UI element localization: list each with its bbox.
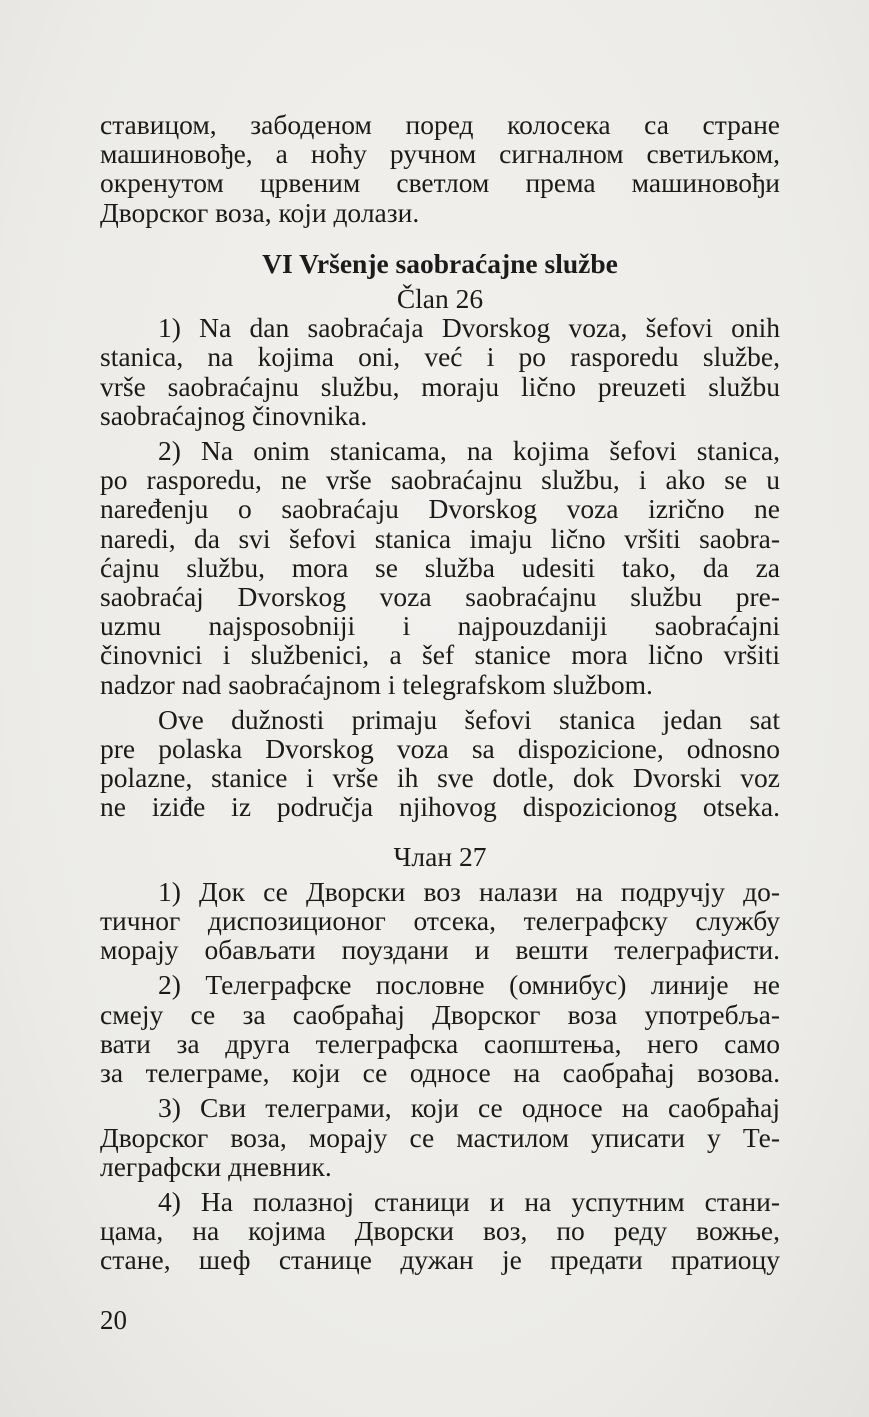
text-line: машиновође, а ноћу ручном сигналном светиљком, (100, 138, 780, 170)
section-heading: VI Vršenje saobraćajne službe (262, 247, 618, 279)
text-line: морају обављати поуздани и вешти телеграфисти. (100, 934, 780, 966)
text-line: saobraćaj Dvorskog voza saobraćajnu službu pre- (100, 581, 780, 613)
article-title-27: Члан 27 (393, 840, 487, 872)
text-line: Ove dužnosti primaju šefovi stanica jedan sat (158, 703, 780, 735)
text-line: тичног диспозиционог отсека, телеграфску службу (100, 905, 780, 937)
paragraph-27-1 (100, 877, 780, 965)
text-line: naređenju o saobraćaju Dvorskog voza izrično ne (100, 493, 780, 525)
text-line: цама, на којима Дворски воз, по реду вожње, (100, 1215, 780, 1247)
text-line: činovnici i službenici, a šef stanice mora lično vršiti (100, 639, 780, 671)
paragraph-27-2 (100, 970, 780, 1087)
text-line: леграфски дневник. (100, 1150, 332, 1182)
text-line: 4) На полазној станици и на успутним стани- (158, 1185, 780, 1217)
text-line: 2) Телеграфске пословне (омнибус) линије не (158, 969, 780, 1001)
text-line: стане, шеф станице дужан је предати пратиоцу (100, 1244, 780, 1276)
paragraph-continuation (100, 110, 780, 227)
text-line: смеју се за саобраћај Дворског воза употребља- (100, 998, 780, 1030)
text-line: stanica, na kojima oni, već i po rasporedu službe, (100, 341, 780, 373)
text-line: nadzor nad saobraćajnom i telegrafskom službom. (100, 668, 653, 700)
text-line: Дворског воза, морају се мастилом уписати у Те- (100, 1121, 780, 1153)
text-line: uzmu najsposobniji i najpouzdaniji saobraćajni (100, 610, 780, 642)
page-number: 20 (100, 1305, 127, 1335)
paragraph-26-3 (100, 705, 780, 822)
text-line: naredi, da svi šefovi stanica imaju lično vršiti saobra- (100, 522, 780, 554)
text-line: pre polaska Dvorskog voza sa dispozicione, odnosno (100, 733, 780, 765)
text-line: окренутом црвеним светлом према машиновођи (100, 167, 780, 199)
paragraph-26-1 (100, 313, 780, 430)
text-line: ne iziđe iz područja njihovog dispozicionog otseka. (100, 791, 780, 823)
text-line: ćajnu službu, mora se služba udesiti tako, da za (100, 551, 780, 583)
article-title-26: Član 26 (396, 283, 484, 315)
text-line: вати за друга телеграфска саопштења, него само (100, 1027, 780, 1059)
text-line: за телеграме, који се односе на саобраћај возова. (100, 1057, 780, 1089)
text-line: polazne, stanice i vrše ih sve dotle, dok Dvorski voz (100, 762, 780, 794)
text-line: vrše saobraćajnu službu, moraju lično preuzeti službu (100, 370, 780, 402)
body-text (100, 110, 780, 1275)
text-line: 1) Док се Дворски воз налази на подручју до- (158, 875, 780, 907)
paragraph-26-2 (100, 436, 780, 699)
text-line: 2) Na onim stanicama, na kojima šefovi stanica, (158, 435, 780, 467)
text-line: po rasporedu, ne vrše saobraćajnu službu, i ako se u (100, 464, 780, 496)
paragraph-27-4 (100, 1187, 780, 1275)
text-line: 3) Сви телеграми, који се односе на саобраћај (158, 1092, 780, 1124)
text-line: 1) Na dan saobraćaja Dvorskog voza, šefovi onih (158, 312, 780, 344)
text-line: Дворског воза, који долази. (100, 196, 420, 228)
paragraph-27-3 (100, 1093, 780, 1181)
text-line: ставицом, забоденом поред колосека са стране (100, 109, 780, 140)
text-line: saobraćajnog činovnika. (100, 399, 368, 431)
